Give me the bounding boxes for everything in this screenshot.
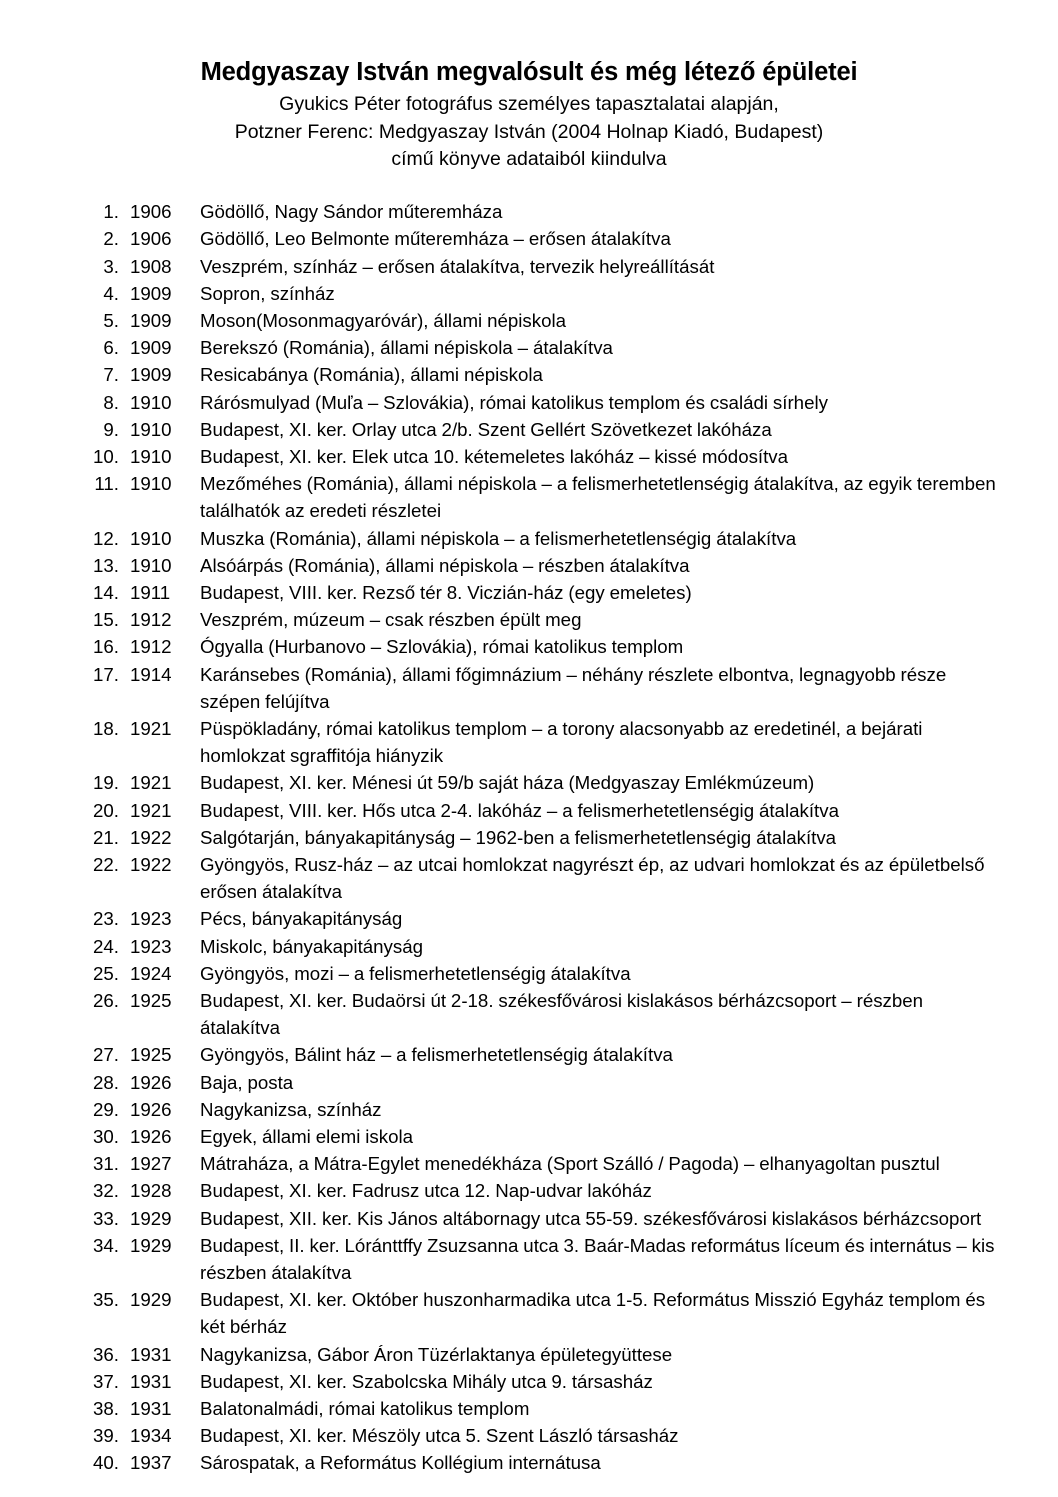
list-item-index: 33. (93, 1207, 119, 1229)
list-item-description: Veszprém, színház – erősen átalakítva, tervezik helyreállítását (200, 255, 715, 277)
list-item-description: Gyöngyös, mozi – a felismerhetetlenségig átalakítva (200, 962, 631, 984)
list-item-year: 1931 (130, 1398, 172, 1420)
list-item (0, 416, 1058, 443)
list-item-year: 1906 (130, 228, 172, 250)
list-item-year: 1921 (130, 799, 172, 821)
list-item-year: 1910 (130, 473, 172, 495)
list-item-index: 5. (103, 309, 119, 331)
list-item-description: Budapest, II. ker. Lóránttffy Zsuzsanna utca 3. Baár-Madas református líceum és internátus – kis részben átalakítva (200, 1234, 995, 1284)
list-item-index: 3. (103, 255, 119, 277)
list-item (0, 225, 1058, 252)
list-item-year: 1929 (130, 1234, 172, 1256)
list-item-year: 1926 (130, 1098, 172, 1120)
list-item-year: 1925 (130, 990, 172, 1012)
list-item-index: 2. (103, 228, 119, 250)
list-item-year: 1909 (130, 309, 172, 331)
list-item-index: 11. (94, 473, 119, 495)
list-item (0, 1232, 1058, 1286)
list-item-description: Veszprém, múzeum – csak részben épült meg (200, 609, 582, 631)
list-item-year: 1921 (130, 718, 172, 739)
list-item-description: Nagykanizsa, színház (200, 1098, 382, 1120)
list-item-description: Alsóárpás (Románia), állami népiskola – részben átalakítva (200, 554, 690, 576)
list-item-index: 36. (93, 1343, 119, 1365)
subtitle-line-1: Gyukics Péter fotográfus személyes tapasztalatai alapján, (279, 93, 779, 116)
list-item-description: Budapest, XI. ker. Október huszonharmadika utca 1-5. Református Misszió Egyház templom és két bérház (200, 1289, 986, 1338)
list-item-description: Budapest, XI. ker. Elek utca 10. kétemeletes lakóház – kissé módosítva (200, 445, 789, 467)
list-item-index: 10. (93, 445, 119, 467)
subtitle-line-2: Potzner Ferenc: Medgyaszay István (2004 Holnap Kiadó, Budapest) (234, 120, 824, 143)
list-item-year: 1909 (130, 282, 172, 304)
list-item (0, 1041, 1058, 1068)
list-item-index: 20. (93, 799, 119, 821)
list-item-year: 1923 (130, 908, 172, 930)
list-item (0, 253, 1058, 280)
list-item-description: Salgótarján, bányakapitányság – 1962-ben a felismerhetetlenségig átalakítva (200, 826, 837, 848)
list-item (0, 661, 1058, 715)
list-item (0, 1368, 1058, 1395)
list-item-index: 1. (103, 201, 119, 223)
list-item-year: 1928 (130, 1180, 172, 1202)
list-item (0, 1177, 1058, 1204)
list-item-year: 1929 (130, 1289, 172, 1311)
list-item (0, 1205, 1058, 1232)
list-item-year: 1914 (130, 663, 172, 685)
list-item-description: Budapest, XI. ker. Budaörsi út 2-18. székesfővárosi kislakásos bérházcsoport – részben átalakítva (200, 990, 924, 1039)
list-item-description: Karánsebes (Románia), állami főgimnázium – néhány részlete elbontva, legnagyobb része szépen felújítva (200, 663, 947, 712)
list-item-year: 1910 (130, 391, 172, 413)
document-subtitle (0, 91, 1058, 174)
list-item-index: 13. (93, 554, 119, 576)
list-item-description: Nagykanizsa, Gábor Áron Tüzérlaktanya épületegyüttese (200, 1343, 673, 1365)
list-item-year: 1934 (130, 1425, 172, 1447)
list-item-description: Sárospatak, a Református Kollégium internátusa (200, 1452, 601, 1474)
list-item-index: 6. (103, 337, 119, 359)
list-item-description: Baja, posta (200, 1071, 294, 1093)
list-item-index: 4. (103, 282, 119, 304)
list-item (0, 307, 1058, 334)
list-item-index: 14. (93, 581, 119, 603)
list-item-year: 1912 (130, 609, 172, 631)
list-item (0, 633, 1058, 660)
list-item (0, 987, 1058, 1041)
list-item-index: 16. (93, 636, 119, 658)
list-item (0, 280, 1058, 307)
list-item-year: 1910 (130, 418, 172, 440)
list-item (0, 1341, 1058, 1368)
list-item (0, 1286, 1058, 1340)
list-item-index: 34. (93, 1234, 119, 1256)
list-item-year: 1922 (130, 826, 172, 848)
list-item-description: Budapest, VIII. ker. Rezső tér 8. Viczián-ház (egy emeletes) (200, 581, 692, 603)
list-item (0, 715, 1058, 769)
list-item-description: Muszka (Románia), állami népiskola – a felismerhetetlenségig átalakítva (200, 527, 797, 549)
list-item (0, 769, 1058, 796)
list-item-index: 8. (103, 391, 119, 413)
list-item-year: 1931 (130, 1370, 172, 1392)
list-item (0, 905, 1058, 932)
list-item-year: 1926 (130, 1126, 172, 1148)
list-item-description: Egyek, állami elemi iskola (200, 1126, 414, 1148)
list-item-year: 1926 (130, 1071, 172, 1093)
list-item-index: 15. (93, 609, 119, 631)
list-item-index: 38. (93, 1398, 119, 1420)
list-item-index: 19. (93, 772, 119, 794)
list-item (0, 552, 1058, 579)
list-item-description: Budapest, XI. ker. Ménesi út 59/b saját háza (Medgyaszay Emlékmúzeum) (200, 772, 815, 794)
list-item (0, 579, 1058, 606)
list-item (0, 960, 1058, 987)
list-item-index: 31. (93, 1153, 119, 1175)
list-item-index: 39. (93, 1425, 119, 1447)
list-item-index: 28. (93, 1071, 119, 1093)
list-item (0, 334, 1058, 361)
list-item-index: 27. (93, 1044, 119, 1066)
list-item-description: Resicabánya (Románia), állami népiskola (200, 364, 543, 386)
list-item-description: Gödöllő, Nagy Sándor műteremháza (200, 201, 503, 223)
list-item-index: 25. (93, 962, 119, 984)
list-item-description: Gyöngyös, Bálint ház – a felismerhetetlenségig átalakítva (200, 1044, 673, 1066)
list-item-description: Balatonalmádi, római katolikus templom (200, 1398, 530, 1420)
list-item-year: 1910 (130, 527, 172, 549)
list-item (0, 797, 1058, 824)
list-item-description: Gödöllő, Leo Belmonte műteremháza – erősen átalakítva (200, 228, 671, 250)
list-item (0, 470, 1058, 524)
list-item (0, 361, 1058, 388)
list-item-index: 30. (93, 1126, 119, 1148)
list-item-index: 32. (93, 1180, 119, 1202)
list-item (0, 606, 1058, 633)
list-item-index: 18. (93, 718, 119, 739)
list-item-index: 9. (103, 418, 119, 440)
list-item-index: 12. (93, 527, 119, 549)
list-item-year: 1910 (130, 554, 172, 576)
list-item-year: 1925 (130, 1044, 172, 1066)
list-item-description: Budapest, XI. ker. Fadrusz utca 12. Nap-udvar lakóház (200, 1180, 652, 1202)
page-title: Medgyaszay István megvalósult és még létező épületei (200, 58, 858, 86)
list-item (0, 525, 1058, 552)
list-item (0, 1123, 1058, 1150)
list-item-year: 1921 (130, 772, 172, 794)
list-item-index: 23. (93, 908, 119, 930)
list-item-description: Budapest, VIII. ker. Hős utca 2-4. lakóház – a felismerhetetlenségig átalakítva (200, 799, 839, 821)
list-item (0, 1449, 1058, 1476)
list-item-index: 24. (93, 935, 119, 957)
list-item (0, 389, 1058, 416)
list-item (0, 824, 1058, 851)
list-item-index: 17. (93, 663, 119, 685)
list-item (0, 1069, 1058, 1096)
list-item-year: 1937 (130, 1452, 172, 1474)
list-item (0, 198, 1058, 225)
list-item-description: Rárósmulyad (Muľa – Szlovákia), római katolikus templom és családi sírhely (200, 391, 828, 413)
list-item (0, 443, 1058, 470)
list-item-description: Budapest, XII. ker. Kis János altábornagy utca 55-59. székesfővárosi kislakásos bérházcsoport (200, 1207, 982, 1229)
list-item-index: 37. (93, 1370, 119, 1392)
list-item-description: Gyöngyös, Rusz-ház – az utcai homlokzat nagyrészt ép, az udvari homlokzat és az épületbelső erősen átalakítva (200, 854, 985, 903)
list-item-index: 7. (103, 364, 119, 386)
list-item-year: 1923 (130, 935, 172, 957)
list-item-year: 1909 (130, 337, 172, 359)
list-item-description: Mezőméhes (Románia), állami népiskola – a felismerhetetlenségig átalakítva, az egyik teremben találhatók az eredeti részletei (200, 473, 996, 522)
document-header (0, 0, 1058, 174)
list-item-description: Budapest, XI. ker. Mészöly utca 5. Szent László társasház (200, 1425, 679, 1447)
list-item-index: 29. (93, 1098, 119, 1120)
list-item-description: Püspökladány, római katolikus templom – a torony alacsonyabb az eredetinél, a bejárati homlokzat sgraffitója hiányzik (200, 718, 923, 767)
building-list (0, 198, 1058, 1477)
list-item (0, 1422, 1058, 1449)
list-item-index: 21. (93, 826, 119, 848)
list-item-year: 1924 (130, 962, 172, 984)
list-item-year: 1908 (130, 255, 172, 277)
list-item (0, 1096, 1058, 1123)
list-item-description: Mátraháza, a Mátra-Egylet menedékháza (Sport Szálló / Pagoda) – elhanyagoltan pusztul (200, 1153, 940, 1175)
list-item-year: 1911 (130, 581, 171, 603)
list-item-index: 35. (93, 1289, 119, 1311)
list-item-description: Miskolc, bányakapitányság (200, 935, 424, 957)
list-item-year: 1922 (130, 854, 172, 876)
list-item-description: Pécs, bányakapitányság (200, 908, 403, 930)
list-item (0, 1395, 1058, 1422)
list-item-year: 1927 (130, 1153, 172, 1175)
list-item-year: 1931 (130, 1343, 172, 1365)
subtitle-line-3: című könyve adataiból kiindulva (391, 148, 667, 171)
list-item-year: 1910 (130, 445, 172, 467)
list-item-description: Sopron, színház (200, 282, 335, 304)
list-item-year: 1909 (130, 364, 172, 386)
list-item-year: 1906 (130, 201, 172, 223)
list-item (0, 851, 1058, 905)
list-item (0, 933, 1058, 960)
list-item-year: 1912 (130, 636, 172, 658)
list-item-index: 22. (93, 854, 119, 876)
list-item-description: Budapest, XI. ker. Szabolcska Mihály utca 9. társasház (200, 1370, 653, 1392)
list-item-index: 26. (93, 990, 119, 1012)
list-item-description: Berekszó (Románia), állami népiskola – átalakítva (200, 337, 613, 359)
list-item-description: Budapest, XI. ker. Orlay utca 2/b. Szent Gellért Szövetkezet lakóháza (200, 418, 772, 440)
list-item-description: Moson(Mosonmagyaróvár), állami népiskola (200, 309, 567, 331)
list-item-index: 40. (93, 1452, 119, 1474)
list-item (0, 1150, 1058, 1177)
list-item-description: Ógyalla (Hurbanovo – Szlovákia), római katolikus templom (200, 636, 684, 658)
list-item-year: 1929 (130, 1207, 172, 1229)
